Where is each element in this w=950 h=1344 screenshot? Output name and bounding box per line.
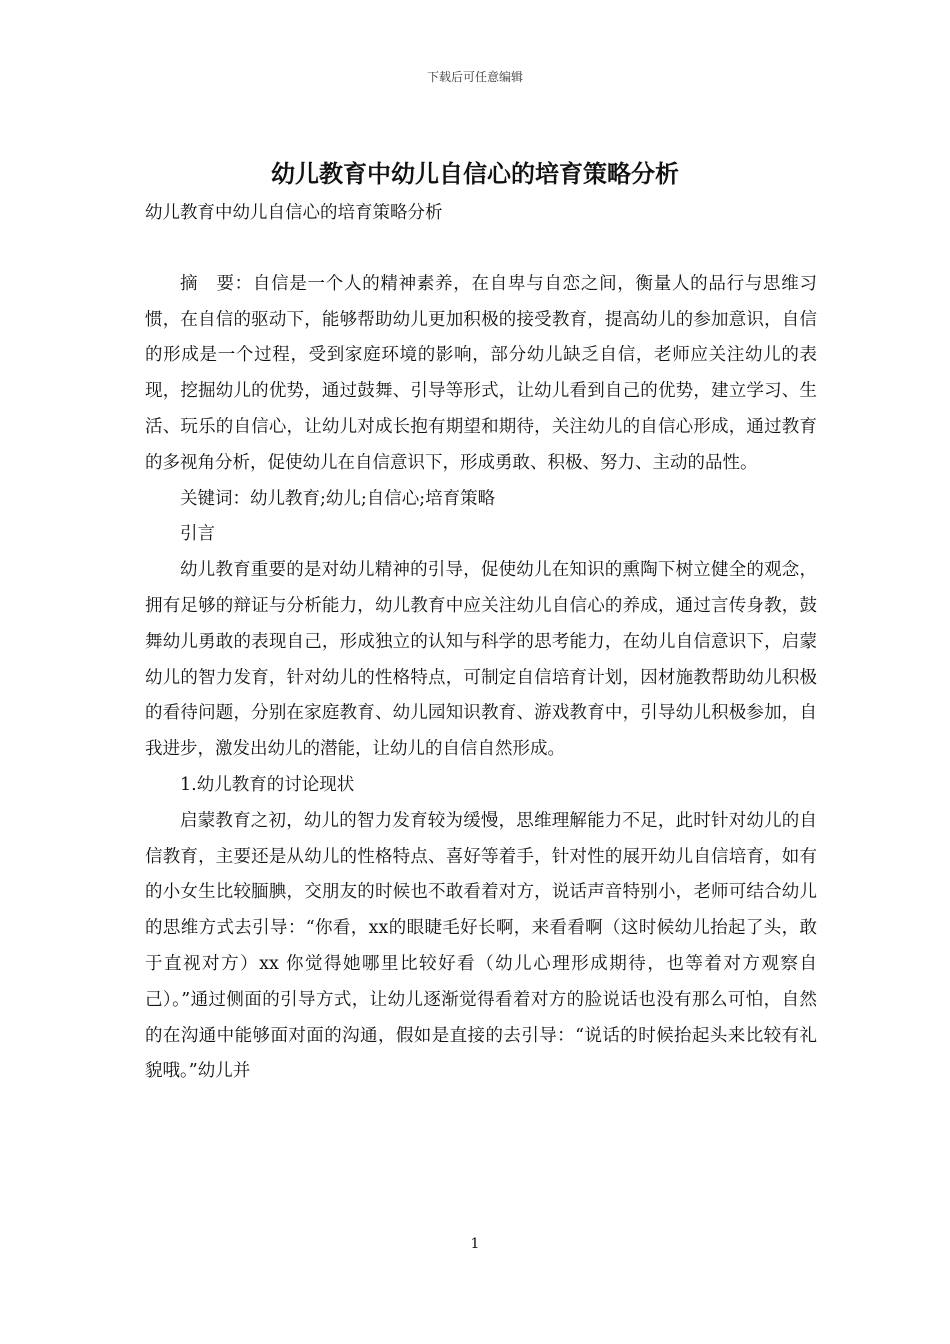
page-number: 1: [470, 1236, 480, 1252]
document-body: [145, 196, 817, 1090]
header-note: 下载后可任意编辑: [426, 70, 523, 84]
document-subtitle: 幼儿教育中幼儿自信心的培育策略分析: [145, 203, 443, 223]
intro-paragraph: 幼儿教育重要的是对幼儿精神的引导，促使幼儿在知识的熏陶下树立健全的观念，拥有足够的辩证与分析能力，幼儿教育中应关注幼儿自信心的养成，通过言传身教，鼓舞幼儿勇敢的表现自己，形成独立的认知与科学的思考能力，在幼儿自信意识下，启蒙幼儿的智力发育，针对幼儿的性格特点，可制定自信培育计划，因材施教帮助幼儿积极的看待问题，分别在家庭教育、幼儿园知识教育、游戏教育中，引导幼儿积极参加，自我进步，激发出幼儿的潜能，让幼儿的自信自然形成。: [145, 560, 817, 760]
intro-heading: 引言: [180, 524, 215, 545]
section-1-paragraph: 启蒙教育之初，幼儿的智力发育较为缓慢，思维理解能力不足，此时针对幼儿的自信教育，主要还是从幼儿的性格特点、喜好等着手，针对性的展开幼儿自信培育，如有的小女生比较腼腆，交朋友的时候也不敢看着对方，说话声音特别小，老师可结合幼儿的思维方式去引导：“你看，xx的眼睫毛好长啊，来看看啊（这时候幼儿抬起了头，敢于直视对方）xx 你觉得她哪里比较好看（幼儿心理形成期待，也等着对方观察自己）。”通过侧面的引导方式，让幼儿逐渐觉得看着对方的脸说话也没有那么可怕，自然的在沟通中能够面对面的沟通，假如是直接的去引导：“说话的时候抬起头来比较有礼貌哦。”幼儿并: [145, 810, 817, 1082]
document-title: 幼儿教育中幼儿自信心的培育策略分析: [271, 160, 679, 188]
section-1-heading: 1.幼儿教育的讨论现状: [180, 774, 355, 795]
abstract-paragraph: 摘 要：自信是一个人的精神素养，在自卑与自恋之间，衡量人的品行与思维习惯，在自信的驱动下，能够帮助幼儿更加积极的接受教育，提高幼儿的参加意识，自信的形成是一个过程，受到家庭环境的影响，部分幼儿缺乏自信，老师应关注幼儿的表现，挖掘幼儿的优势，通过鼓舞、引导等形式，让幼儿看到自己的优势，建立学习、生活、玩乐的自信心，让幼儿对成长抱有期望和期待，关注幼儿的自信心形成，通过教育的多视角分析，促使幼儿在自信意识下，形成勇敢、积极、努力、主动的品性。: [145, 273, 817, 473]
keywords-line: 关键词：幼儿教育;幼儿;自信心;培育策略: [180, 488, 496, 509]
